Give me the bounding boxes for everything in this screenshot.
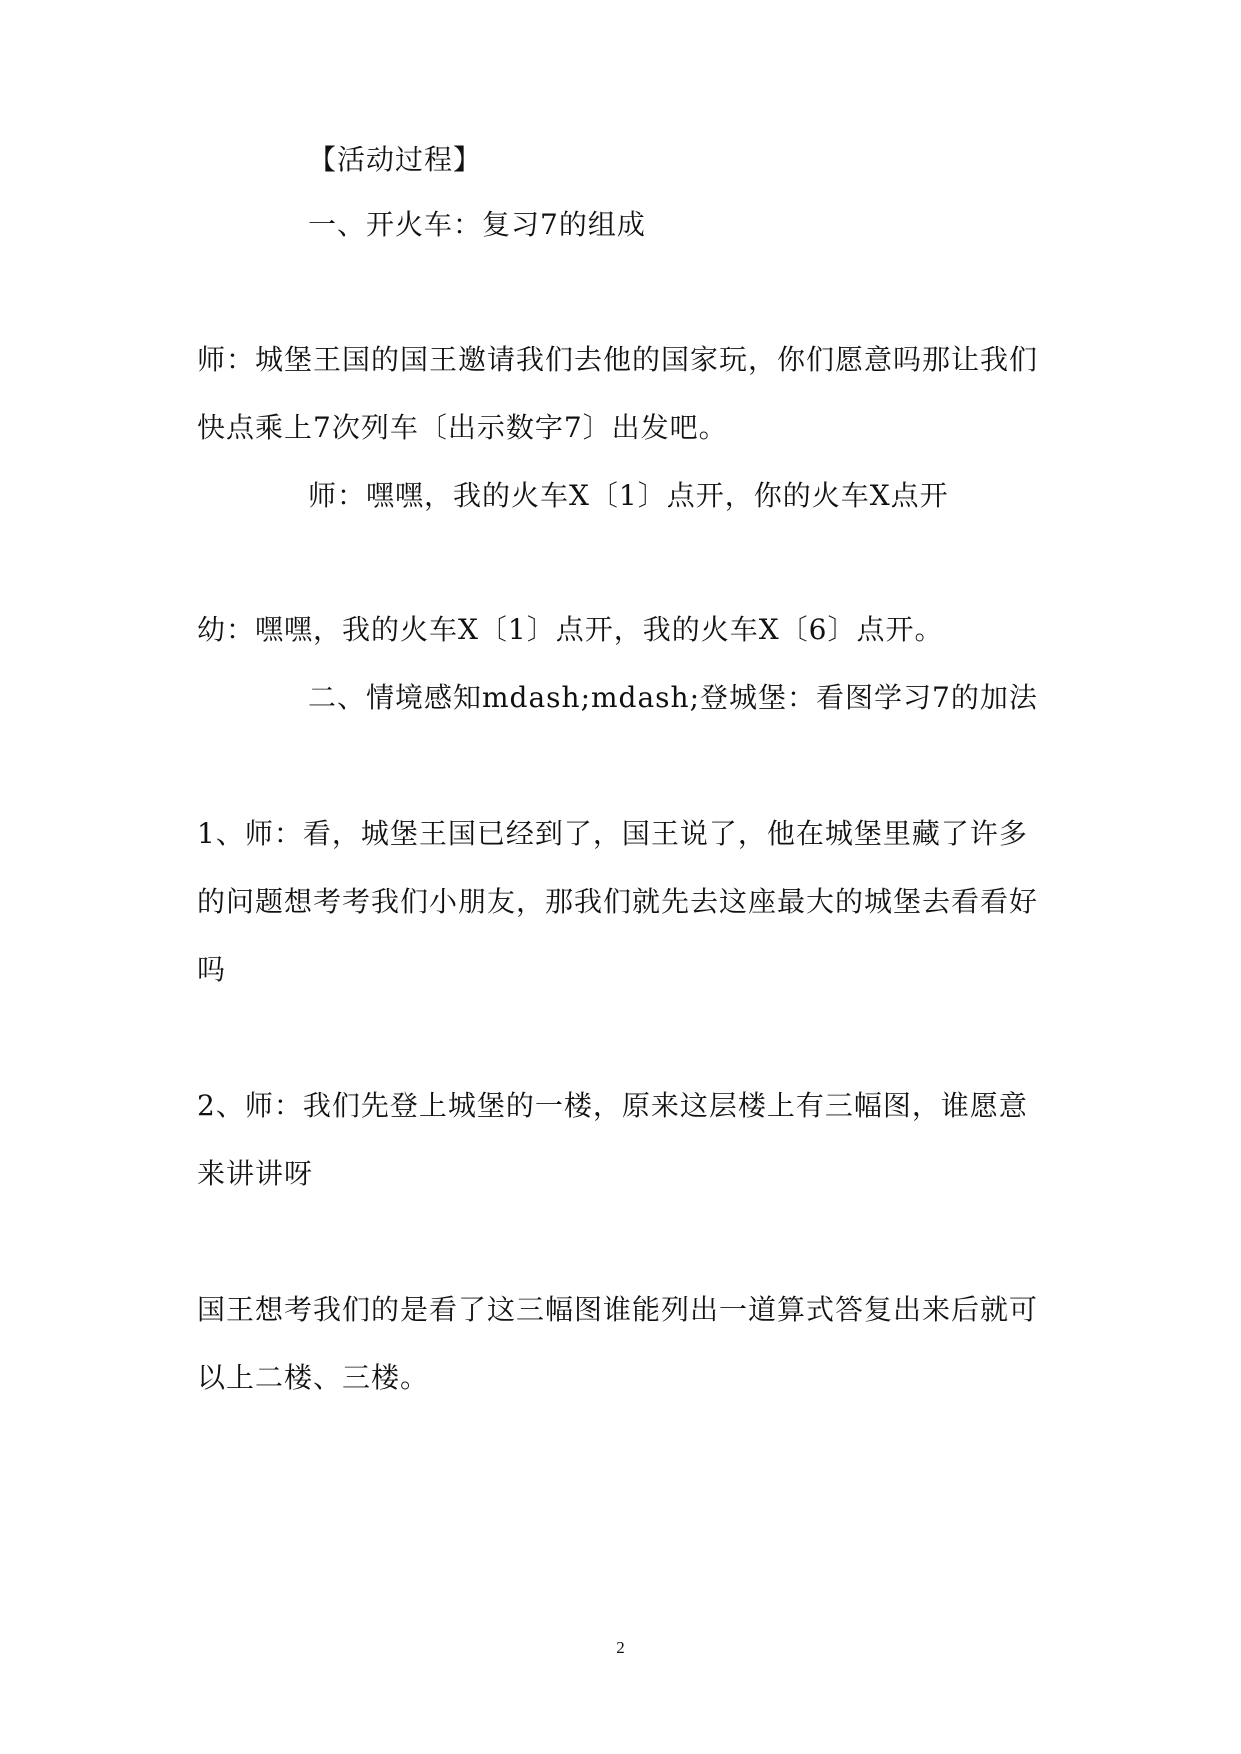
- subheading-castle-addition: 二、情境感知mdash;mdash;登城堡：看图学习7的加法: [308, 681, 1038, 714]
- paragraph-line: 来讲讲呀: [197, 1157, 314, 1190]
- paragraph-line: 1、师：看，城堡王国已经到了，国王说了，他在城堡里藏了许多: [197, 817, 1028, 850]
- page-number: 2: [616, 1638, 625, 1657]
- paragraph-line: 2、师：我们先登上城堡的一楼，原来这层楼上有三幅图，谁愿意: [197, 1089, 1028, 1122]
- paragraph-line: 吗: [197, 953, 227, 986]
- paragraph-line: 以上二楼、三楼。: [197, 1361, 430, 1394]
- paragraph-line: 师：城堡王国的国王邀请我们去他的国家玩，你们愿意吗那让我们: [197, 343, 1039, 376]
- section-heading-activity-process: 【活动过程】: [308, 143, 483, 176]
- paragraph-line: 幼：嘿嘿，我的火车X〔1〕点开，我的火车X〔6〕点开。: [197, 613, 944, 646]
- paragraph-line: 师：嘿嘿，我的火车X〔1〕点开，你的火车X点开: [308, 479, 949, 512]
- paragraph-line: 快点乘上7次列车〔出示数字7〕出发吧。: [197, 411, 728, 444]
- subheading-train-review: 一、开火车：复习7的组成: [308, 208, 646, 241]
- paragraph-line: 的问题想考考我们小朋友，那我们就先去这座最大的城堡去看看好: [197, 885, 1039, 918]
- paragraph-line: 国王想考我们的是看了这三幅图谁能列出一道算式答复出来后就可: [197, 1293, 1039, 1326]
